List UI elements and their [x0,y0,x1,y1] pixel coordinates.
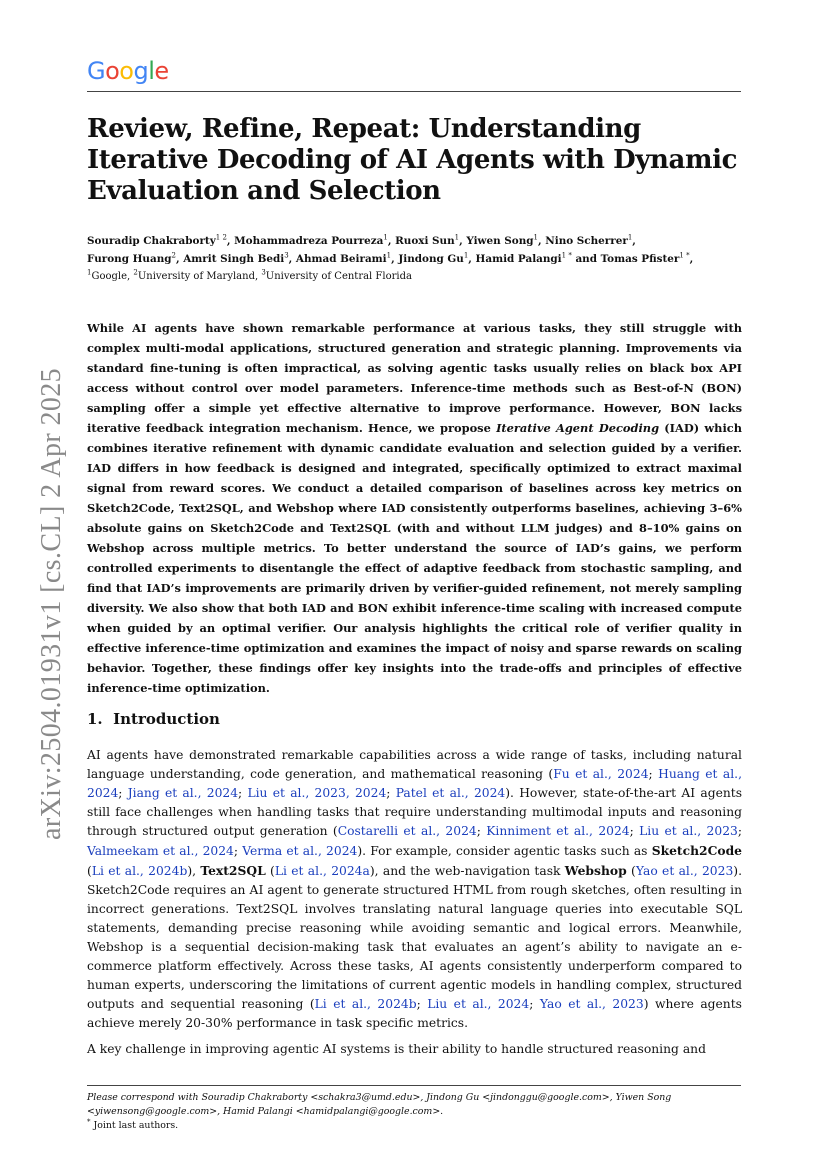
citation-link[interactable]: Verma et al., 2024 [242,844,358,858]
citation-link[interactable]: Valmeekam et al., 2024 [87,844,234,858]
logo-letter: o [119,57,134,85]
affiliation-marker: 1 [87,268,92,277]
affiliations: $^1$Google, $^2$University of Maryland, $^3$University of Central Florida [87,268,412,282]
body-text: ; [648,767,659,781]
citation-link[interactable]: Jiang et al., 2024 [127,786,239,800]
author-name: Hamid Palangi [475,253,562,265]
author-name: Yiwen Song [466,235,534,247]
author-name: Souradip Chakraborty [87,235,216,247]
author-list: Souradip Chakraborty$^{1 2}$, Mohammadreza Pourreza$^1$, Ruoxi Sun$^1$, Yiwen Song$^1$, Nino Scherrer$^1$, Furong Huang$^2$, Amrit Singh Bedi$^3$, Ahmad Beirami$^1$, Jindong Gu$^1$, Hamid Palangi$^{1 *}$ and Tomas Pfister$^{1 *}$, [87,233,694,265]
citation-link[interactable]: Yao et al., 2023 [539,997,644,1011]
affiliation-marker: 3 [261,268,266,277]
abstract-part-2: (IAD) which combines iterative refinement with dynamic candidate evaluation and selection guided by a verifier. IAD differs in how feedback is designed and integrated, specifically optimized to extract maximal signal from reward scores. We conduct a detailed comparison of baselines across key metrics on Sketch2Code, Text2SQL, and Webshop where IAD consistently outperforms baselines, achieving 3–6% absolute gains on Sketch2Code and Text2SQL (with and without LLM judges) and 8–10% gains on Webshop across multiple metrics. To better understand the source of IAD’s gains, we perform controlled experiments to disentangle the effect of adaptive feedback from stochastic sampling, and find that IAD’s improvements are primarily driven by verifier-guided refinement, not merely sampling diversity. We also show that both IAD and BON exhibit inference-time scaling with increased compute when guided by an optimal verifier. Our analysis highlights the critical role of verifier quality in effective inference-time optimization and examines the impact of noisy and sparse rewards on scaling behavior. Together, these findings offer key insights into the trade-offs and principles of effective inference-time optimization. [87,421,742,695]
citation-link[interactable]: Patel et al., 2024 [395,786,506,800]
google-logo [87,56,169,86]
body-text: ( [626,864,636,878]
citation-link[interactable]: Fu et al., 2024 [553,767,649,781]
body-text: ; [737,824,742,838]
body-text: ; [233,844,243,858]
citation-link[interactable]: Li et al., 2024b [314,997,417,1011]
author-name: Nino Scherrer [545,235,628,247]
author-affiliation-marker: 1 * [679,251,690,260]
author-affiliation-marker: 1 [454,233,460,242]
footnote-text: Joint last authors. [93,1120,179,1131]
logo-letter: e [154,57,169,85]
author-affiliation-marker: 3 [284,251,289,260]
logo-letter: l [148,57,155,85]
header-rule [87,91,741,92]
author-name: Amrit Singh Bedi [183,253,285,265]
body-text: ; [386,786,396,800]
task-name: Text2SQL [200,863,266,878]
citation-link[interactable]: Costarelli et al., 2024 [337,824,477,838]
body-text: ; [416,997,428,1011]
body-text: ( [265,864,275,878]
body-text: ) where agents achieve merely 20-30% performance in task specific metrics. [87,997,742,1030]
section-title: Introduction [113,710,220,728]
task-name: Webshop [564,863,627,878]
logo-letter: g [133,57,149,85]
footnote-marker: * [87,1117,91,1126]
author-name: Ruoxi Sun [395,235,455,247]
body-text: ). Sketch2Code requires an AI agent to generate structured HTML from rough sketches, often resulting in incorrect generations. Text2SQL involves translating natural language queries into executable SQL statements, demanding precise reasoning while avoiding semantic and logical errors. Meanwhile, Webshop is a sequential decision-making task that evaluates an agent’s ability to navigate an e-commerce platform effectively. Across these tasks, AI agents consistently underperform compared to human experts, underscoring the limitations of current agentic models in handling complex, structured outputs and sequential reasoning ( [87,864,742,1011]
author-affiliation-marker: 1 * [561,251,572,260]
body-text: ). For example, consider agentic tasks such as [357,844,652,858]
citation-link[interactable]: Liu et al., 2023, 2024 [247,786,387,800]
citation-link[interactable]: Kinniment et al., 2024 [486,824,630,838]
abstract-part-1: While AI agents have shown remarkable performance at various tasks, they still struggle with complex multi-modal applications, structured generation and strategic planning. Improvements via standard fine-tuning is often impractical, as solving agentic tasks usually relies on black box API access without control over model parameters. Inference-time methods such as Best-of-N (BON) sampling offer a simple yet effective alternative to improve performance. However, BON lacks iterative feedback integration mechanism. Hence, we propose [87,321,742,435]
author-name: Tomas Pfister [600,253,680,265]
task-name: Sketch2Code [651,843,743,858]
author-affiliation-marker: 2 [171,251,176,260]
citation-link[interactable]: Liu et al., 2023 [639,824,738,838]
citation-link[interactable]: Li et al., 2024b [91,864,188,878]
affiliation-name: Google [91,271,128,282]
section-number: 1. [87,710,103,728]
author-affiliation-marker: 1 [383,233,388,242]
intro-paragraph-1 [87,746,742,1033]
body-text: ; [476,824,487,838]
body-text: ; [238,786,248,800]
joint-authors-footnote [87,1119,742,1133]
citation-link[interactable]: Yao et al., 2023 [635,864,734,878]
footnote-rule [87,1085,741,1086]
body-text: ( [87,864,92,878]
body-text: ; [118,786,128,800]
author-name: Mohammadreza Pourreza [234,235,384,247]
abstract-method-name: Iterative Agent Decoding [496,421,660,435]
arxiv-identifier-stamp[interactable]: arXiv:2504.01931v1 [cs.CL] 2 Apr 2025 [36,367,67,840]
author-name: Jindong Gu [398,253,464,265]
body-text: AI agents have demonstrated remarkable capabilities across a wide range of tasks, including natural language understanding, code generation, and mathematical reasoning ( [87,748,742,781]
author-affiliation-marker: 1 [627,233,633,242]
body-text: ), and the web-navigation task [369,864,565,878]
correspondence-footnote: Please correspond with Souradip Chakraborty <schakra3@umd.edu>, Jindong Gu <jindonggu@google.com>, Yiwen Song <yiwensong@google.com>, Hamid Palangi <hamidpalangi@google.com>. [87,1092,672,1117]
body-text: ; [529,997,540,1011]
affiliation-marker: 2 [133,268,138,277]
author-affiliation-marker: 1 [386,251,392,260]
author-affiliation-marker: 1 [533,233,538,242]
body-text: ; [629,824,640,838]
author-affiliation-marker: 1 [463,251,469,260]
citation-link[interactable]: Li et al., 2024a [274,864,370,878]
intro-paragraph-2: A key challenge in improving agentic AI systems is their ability to handle structured reasoning and [87,1042,706,1056]
affiliation-name: University of Maryland [137,271,255,282]
author-name: Furong Huang [87,253,172,265]
citation-link[interactable]: Liu et al., 2024 [427,997,530,1011]
body-text: ), [187,864,201,878]
logo-letter: o [105,57,120,85]
body-text: ). However, state-of-the-art AI agents still face challenges when handling tasks that require understanding multimodal inputs and reasoning through structured output generation ( [87,786,743,838]
citation-link[interactable]: Huang et al., 2024 [87,767,742,800]
author-affiliation-marker: 1 2 [215,233,227,242]
abstract [87,318,742,698]
logo-letter: G [87,57,106,85]
author-name: Ahmad Beirami [295,253,387,265]
affiliation-name: University of Central Florida [265,271,412,282]
paper-title: Review, Refine, Repeat: Understanding Iterative Decoding of AI Agents with Dynamic Evaluation and Selection [87,114,738,206]
section-heading-introduction [87,708,220,730]
